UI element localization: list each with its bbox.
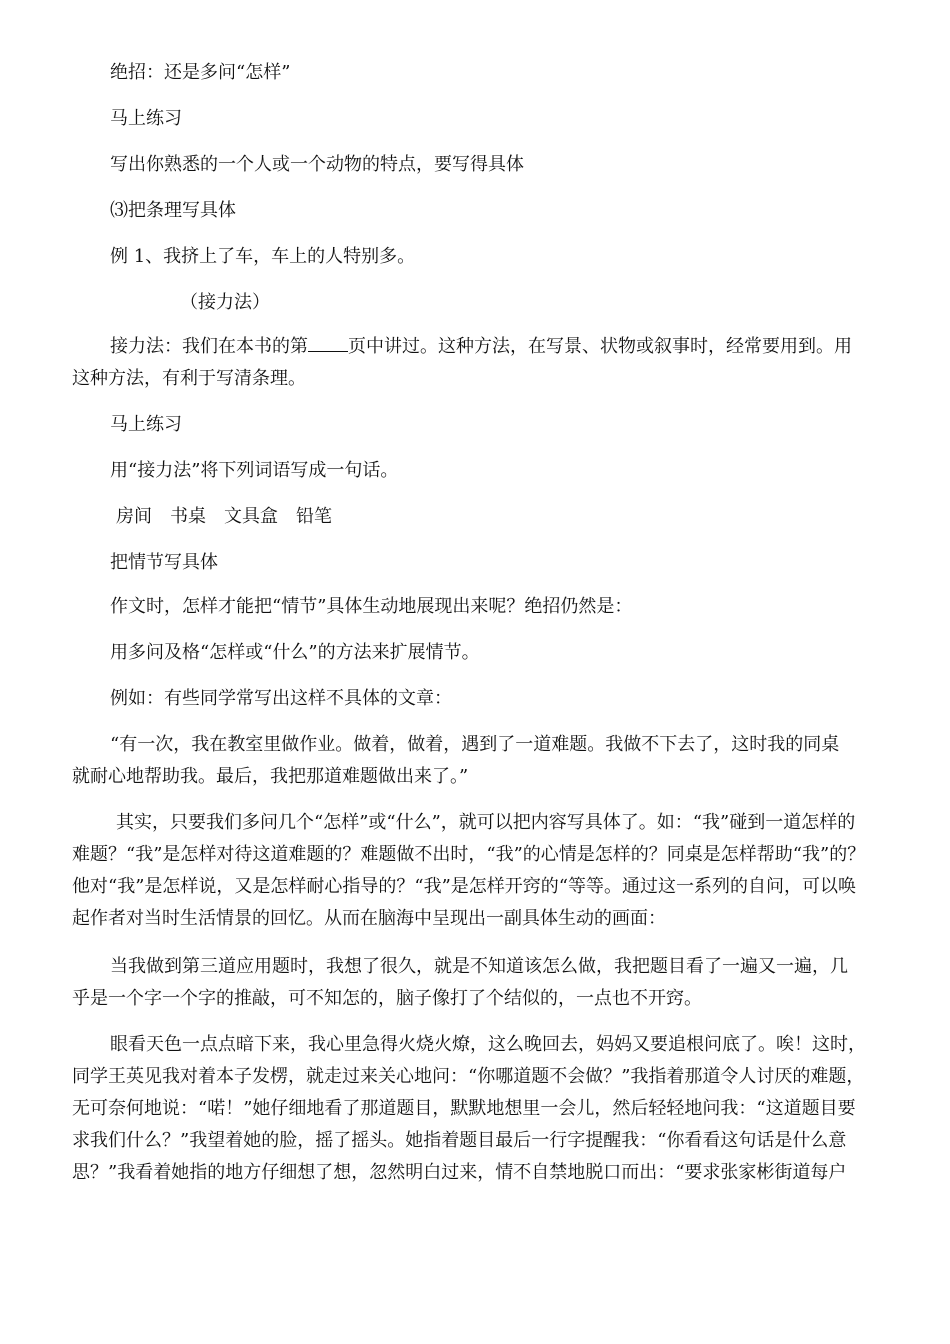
text-line: 例 1、我挤上了车，车上的人特别多。	[110, 246, 416, 267]
text-line: “有一次，我在教室里做作业。做着，做着，遇到了一道难题。我做不下去了，这时我的同桌	[110, 734, 840, 755]
text-line: 例如：有些同学常写出这样不具体的文章：	[110, 688, 452, 709]
text-line: 他对“我”是怎样说，又是怎样耐心指导的？“我”是怎样开窍的“等等。通过这一系列的自问，可以唤	[72, 876, 857, 897]
text-line: 写出你熟悉的一个人或一个动物的特点，要写得具体	[110, 154, 524, 175]
text-line: 绝招：还是多问“怎样”	[110, 62, 291, 83]
text-line: 求我们什么？”我望着她的脸，摇了摇头。她指着题目最后一行字提醒我：“你看看这句话是什么意	[72, 1130, 847, 1151]
text-line: 这种方法，有利于写清条理。	[72, 368, 306, 389]
text-line: 起作者对当时生活情景的回忆。从而在脑海中呈现出一副具体生动的画面：	[72, 908, 666, 929]
text-line	[110, 330, 852, 363]
text-line: 乎是一个字一个字的推敲，可不知怎的，脑子像打了个结似的，一点也不开窍。	[72, 988, 702, 1009]
text-line: （接力法）	[180, 292, 270, 313]
section-heading: 把情节写具体	[110, 552, 218, 573]
text-line: 就耐心地帮助我。最后，我把那道难题做出来了。”	[72, 766, 469, 787]
text-line: 马上练习	[110, 414, 182, 435]
text-line: 思？”我看着她指的地方仔细想了想，忽然明白过来，情不自禁地脱口而出：“要求张家彬街道每户	[72, 1162, 847, 1183]
text-line: 用“接力法”将下列词语写成一句话。	[110, 460, 399, 481]
text-fragment: 页中讲过。这种方法，在写景、状物或叙事时，经常要用到。用	[348, 336, 852, 357]
text-line: 作文时，怎样才能把“情节”具体生动地展现出来呢？绝招仍然是：	[110, 596, 633, 617]
text-line: 当我做到第三道应用题时，我想了很久，就是不知道该怎么做，我把题目看了一遍又一遍，几	[110, 956, 848, 977]
fill-in-blank	[308, 335, 348, 352]
text-line: 马上练习	[110, 108, 182, 129]
text-line: 无可奈何地说：“喏！”她仔细地看了那道题目，默默地想里一会儿，然后轻轻地问我：“这道题目要	[72, 1098, 856, 1119]
text-line: 眼看天色一点点暗下来，我心里急得火烧火燎，这么晚回去，妈妈又要追根问底了。唉！这时，	[110, 1034, 866, 1055]
text-line: 用多问及格“怎样或“什么”的方法来扩展情节。	[110, 642, 480, 663]
section-heading: ⑶把条理写具体	[110, 200, 236, 221]
text-fragment: 接力法：我们在本书的第	[110, 336, 308, 357]
text-line: 难题？“我”是怎样对待这道难题的？难题做不出时，“我”的心情是怎样的？同桌是怎样帮助“我”的？	[72, 844, 866, 865]
text-line: 同学王英见我对着本子发楞，就走过来关心地问：“你哪道题不会做？”我指着那道令人讨厌的难题，	[72, 1066, 865, 1087]
word-list: 房间 书桌 文具盒 铅笔	[116, 506, 332, 527]
text-line: 其实，只要我们多问几个“怎样”或“什么”，就可以把内容写具体了。如：“我”碰到一道怎样的	[116, 812, 856, 833]
